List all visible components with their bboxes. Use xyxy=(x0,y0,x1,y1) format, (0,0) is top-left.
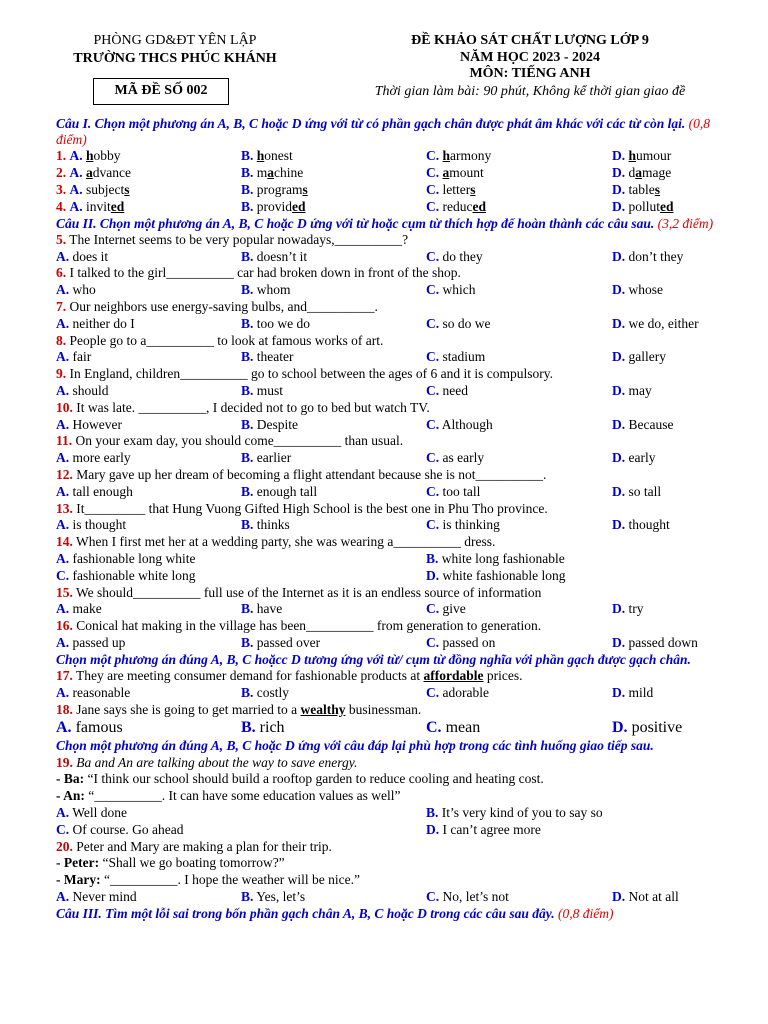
option-b[interactable]: enough tall xyxy=(256,483,318,499)
option-b[interactable]: whom xyxy=(256,282,291,298)
question-number: 2. xyxy=(56,165,67,181)
option-c[interactable]: amount xyxy=(442,165,484,181)
underlined-part: ed xyxy=(660,198,674,214)
option-a[interactable]: tall enough xyxy=(72,483,133,499)
option-letter: B. xyxy=(241,483,254,499)
option-letter: D. xyxy=(612,483,626,499)
question-text: Our neighbors use energy-saving bulbs, and__________. xyxy=(69,298,378,314)
option-a[interactable]: Never mind xyxy=(72,888,137,904)
option-d[interactable]: humour xyxy=(628,148,672,164)
question-text: Peter and Mary are making a plan for their trip. xyxy=(76,838,332,854)
option-c[interactable]: No, let’s not xyxy=(442,888,509,904)
option-letter: B. xyxy=(241,349,254,365)
option-letter: A. xyxy=(56,349,70,365)
underlined-part: ed xyxy=(472,198,486,214)
option-letter: B. xyxy=(241,888,254,904)
question-text: It_________ that Hung Vuong Gifted High School is the best one in Phu Tho province. xyxy=(76,500,548,516)
question-14-options-row1 xyxy=(56,551,716,568)
option-c[interactable]: need xyxy=(442,382,468,398)
option-c[interactable]: fashionable white long xyxy=(72,567,196,583)
exam-code-box: MÃ ĐỀ SỐ 002 xyxy=(93,78,229,105)
option-letter: D. xyxy=(612,165,626,181)
exam-content xyxy=(56,116,716,922)
question-number: 7. xyxy=(56,298,67,314)
exam-header xyxy=(0,0,768,110)
option-c[interactable]: so do we xyxy=(442,315,491,331)
option-letter: D. xyxy=(612,634,626,650)
question-6-stem xyxy=(56,265,716,282)
underlined-part: h xyxy=(628,148,637,164)
question-text: We should__________ full use of the Internet as it is an endless source of information xyxy=(76,584,542,600)
option-letter: A. xyxy=(56,416,70,432)
option-d[interactable]: may xyxy=(628,382,652,398)
option-letter: D. xyxy=(612,248,626,264)
option-a[interactable]: hobby xyxy=(86,148,121,164)
option-a[interactable]: invited xyxy=(86,198,125,214)
option-letter: B. xyxy=(241,517,254,533)
option-letter: C. xyxy=(426,684,440,700)
underlined-part: a xyxy=(442,165,450,181)
section-1-points: (0,8 điểm) xyxy=(56,116,710,148)
option-letter: A. xyxy=(56,804,70,820)
option-letter: D. xyxy=(612,450,626,466)
option-a[interactable]: reasonable xyxy=(72,684,131,700)
question-5-stem xyxy=(56,232,716,249)
question-text: Conical hat making in the village has been__________ from generation to generation. xyxy=(76,618,542,634)
option-letter: B. xyxy=(241,282,254,298)
option-a[interactable]: However xyxy=(72,416,122,432)
question-number: 14. xyxy=(56,534,73,550)
option-letter: D. xyxy=(426,821,440,837)
option-a[interactable]: is thought xyxy=(72,517,127,533)
option-c[interactable]: passed on xyxy=(442,634,496,650)
underlined-part: s xyxy=(302,182,308,197)
question-text: Ba and An are talking about the way to save energy. xyxy=(76,754,358,770)
underlined-part: h xyxy=(86,148,94,164)
question-8-stem xyxy=(56,333,716,350)
option-b[interactable]: machine xyxy=(256,165,304,181)
option-d[interactable]: Because xyxy=(628,416,674,432)
option-b[interactable]: honest xyxy=(256,148,293,164)
option-letter: C. xyxy=(426,450,440,466)
option-a[interactable]: does it xyxy=(72,248,109,264)
question-10-options xyxy=(56,417,716,434)
option-b[interactable]: must xyxy=(256,382,284,398)
option-letter: B. xyxy=(426,550,439,566)
section-synonym-text: Chọn một phương án đúng A, B, C hoặcc D tương ứng với từ/ cụm từ đồng nghĩa với phần gạch được gạch chân. xyxy=(56,651,691,667)
option-a[interactable]: make xyxy=(72,601,102,617)
question-20-options xyxy=(56,889,716,906)
option-letter: A. xyxy=(56,450,70,466)
underlined-word: affordable xyxy=(423,667,484,683)
section-2-text: Câu II. Chọn một phương án A, B, C hoặc D ứng với từ hoặc cụm từ thích hợp để hoàn thành các câu sau. xyxy=(56,215,655,231)
option-letter: A. xyxy=(56,282,70,298)
option-letter: D. xyxy=(612,684,626,700)
question-number: 1. xyxy=(56,148,67,164)
option-c[interactable]: letters xyxy=(442,182,476,197)
option-b[interactable]: programs xyxy=(256,182,308,197)
option-letter: C. xyxy=(426,148,440,164)
option-a[interactable]: more early xyxy=(72,450,131,466)
question-5-options xyxy=(56,249,716,266)
question-20-mary-line xyxy=(56,872,716,889)
option-letter: A. xyxy=(56,888,70,904)
speaker-label: - Peter: xyxy=(56,855,100,871)
option-letter: B. xyxy=(241,382,254,398)
option-b[interactable]: costly xyxy=(256,684,290,700)
question-number: 20. xyxy=(56,838,73,854)
question-3-options xyxy=(56,182,716,199)
option-letter: D. xyxy=(612,182,626,197)
question-14-options-row2 xyxy=(56,568,716,585)
option-a[interactable]: fashionable long white xyxy=(72,550,196,566)
option-letter: B. xyxy=(241,315,254,331)
question-19-options-row1 xyxy=(56,805,716,822)
underlined-part: h xyxy=(442,148,451,164)
option-c[interactable]: harmony xyxy=(442,148,492,164)
question-11-options xyxy=(56,450,716,467)
question-13-stem xyxy=(56,501,716,518)
option-d[interactable]: damage xyxy=(628,165,672,181)
question-text: Mary gave up her dream of becoming a flight attendant because she is not__________. xyxy=(76,466,547,482)
section-dialogue-instruction xyxy=(56,738,716,754)
option-letter: A. xyxy=(56,382,70,398)
option-c[interactable]: reduced xyxy=(442,198,486,214)
question-text: It was late. __________, I decided not to go to bed but watch TV. xyxy=(76,399,430,415)
option-letter: C. xyxy=(426,282,440,298)
option-d[interactable]: Not at all xyxy=(628,888,679,904)
option-d[interactable]: so tall xyxy=(628,483,662,499)
option-letter: D. xyxy=(612,601,626,617)
question-number: 15. xyxy=(56,584,73,600)
option-d[interactable]: mild xyxy=(628,684,654,700)
option-letter: A. xyxy=(56,248,70,264)
section-2-instruction xyxy=(56,216,716,232)
option-c[interactable]: do they xyxy=(442,248,483,264)
option-letter: A. xyxy=(56,550,70,566)
option-letter: A. xyxy=(69,148,83,164)
speaker-label: - Ba: xyxy=(56,771,85,787)
option-a[interactable]: neither do I xyxy=(72,315,135,331)
question-number: 16. xyxy=(56,618,73,634)
question-14-stem xyxy=(56,534,716,551)
option-d[interactable]: passed down xyxy=(628,634,698,650)
option-c[interactable]: Of course. Go ahead xyxy=(72,821,184,837)
question-8-options xyxy=(56,349,716,366)
option-a[interactable]: subjects xyxy=(86,182,130,197)
option-letter: A. xyxy=(69,165,83,181)
option-a[interactable]: famous xyxy=(75,719,123,737)
option-b[interactable]: Yes, let’s xyxy=(256,888,306,904)
question-18-stem: 18. Jane says she is going to get married to a wealthy businessman. xyxy=(56,701,422,717)
option-b[interactable]: white long fashionable xyxy=(441,550,565,566)
section-3-text: Câu III. Tìm một lỗi sai trong bốn phần gạch chân A, B, C hoặc D trong các câu sau đây. xyxy=(56,905,555,921)
speaker-label: - Mary: xyxy=(56,872,101,888)
department-name: PHÒNG GD&ĐT YÊN LẬP xyxy=(93,33,257,48)
option-b[interactable]: It’s very kind of you to say so xyxy=(441,804,603,820)
underlined-part: ed xyxy=(292,198,306,214)
option-letter: B. xyxy=(241,450,254,466)
option-letter: C. xyxy=(426,165,440,181)
speaker-text: “Shall we go boating tomorrow?” xyxy=(102,855,285,871)
option-a[interactable]: advance xyxy=(86,165,131,181)
option-c[interactable]: adorable xyxy=(442,684,489,700)
option-letter: B. xyxy=(241,684,254,700)
underlined-part: a xyxy=(635,165,642,181)
option-a[interactable]: who xyxy=(72,282,96,298)
option-c[interactable]: is thinking xyxy=(442,517,500,533)
option-letter: B. xyxy=(241,719,256,737)
question-number: 6. xyxy=(56,265,67,281)
underlined-part: a xyxy=(86,165,93,181)
option-a[interactable]: Well done xyxy=(72,804,128,820)
time-note: Thời gian làm bài: 90 phút, Không kể thời gian giao đề xyxy=(374,84,686,99)
question-17-stem: 17. They are meeting consumer demand for fashionable products at affordable prices. xyxy=(56,667,523,683)
option-letter: D. xyxy=(612,416,626,432)
option-b[interactable]: too we do xyxy=(256,315,311,331)
question-text: In England, children__________ go to school between the ages of 6 and it is compulsory. xyxy=(69,366,554,382)
option-b[interactable]: doesn’t it xyxy=(256,248,308,264)
question-text: On your exam day, you should come__________ than usual. xyxy=(75,433,404,449)
option-letter: C. xyxy=(426,601,440,617)
option-letter: C. xyxy=(426,349,440,365)
option-d[interactable]: I can’t agree more xyxy=(442,821,541,837)
question-number: 10. xyxy=(56,399,73,415)
option-letter: C. xyxy=(56,567,70,583)
question-6-options xyxy=(56,282,716,299)
option-letter: D. xyxy=(612,719,628,737)
question-16-stem xyxy=(56,618,716,635)
school-year: NĂM HỌC 2023 - 2024 xyxy=(460,50,600,65)
section-dialogue-text: Chọn một phương án đúng A, B, C hoặc D ứng với câu đáp lại phù hợp trong các tình huống giao tiếp sau. xyxy=(56,738,654,754)
question-number: 17. xyxy=(56,667,73,683)
question-text: When I first met her at a wedding party, she was wearing a__________ dress. xyxy=(76,534,496,550)
section-1-text: Câu I. Chọn một phương án A, B, C hoặc D ứng với từ có phần gạch chân được phát âm khác với các từ còn lại. xyxy=(56,116,686,131)
section-3-points: (0,8 điểm) xyxy=(557,905,614,921)
question-7-options xyxy=(56,316,716,333)
option-d[interactable]: try xyxy=(628,601,644,617)
question-number: 11. xyxy=(56,433,73,449)
underlined-part: ed xyxy=(110,198,125,214)
option-letter: C. xyxy=(426,634,440,650)
question-number: 13. xyxy=(56,500,73,516)
option-letter: B. xyxy=(241,182,254,197)
option-d[interactable]: don’t they xyxy=(628,248,684,264)
question-2-options xyxy=(56,165,716,182)
option-a[interactable]: fair xyxy=(72,349,92,365)
option-letter: A. xyxy=(56,517,70,533)
option-c[interactable]: give xyxy=(442,601,466,617)
section-3-instruction xyxy=(56,906,716,922)
option-letter: A. xyxy=(56,483,70,499)
question-18-options xyxy=(56,718,716,738)
school-name: TRƯỜNG THCS PHÚC KHÁNH xyxy=(73,51,277,66)
question-number: 5. xyxy=(56,231,67,247)
question-number: 19. xyxy=(56,754,73,770)
option-c[interactable]: stadium xyxy=(442,349,486,365)
question-12-options xyxy=(56,484,716,501)
question-16-options xyxy=(56,635,716,652)
option-letter: A. xyxy=(56,601,70,617)
option-letter: B. xyxy=(241,198,254,214)
exam-title: ĐỀ KHẢO SÁT CHẤT LƯỢNG LỚP 9 xyxy=(411,33,649,48)
option-b[interactable]: rich xyxy=(259,719,285,737)
option-letter: D. xyxy=(612,888,626,904)
question-11-stem xyxy=(56,433,716,450)
underlined-part: a xyxy=(267,165,275,181)
question-15-stem xyxy=(56,585,716,602)
option-d[interactable]: tables xyxy=(628,182,661,197)
option-letter: B. xyxy=(241,416,254,432)
question-12-stem xyxy=(56,467,716,484)
option-c[interactable]: Although xyxy=(441,416,493,432)
option-d[interactable]: polluted xyxy=(628,198,674,214)
option-letter: A. xyxy=(69,182,83,197)
option-b[interactable]: have xyxy=(256,601,283,617)
question-number: 4. xyxy=(56,198,67,214)
option-d[interactable]: gallery xyxy=(628,349,666,365)
option-c[interactable]: which xyxy=(442,282,476,298)
underlined-part: s xyxy=(470,182,476,197)
option-letter: B. xyxy=(241,601,254,617)
question-10-stem xyxy=(56,400,716,417)
question-19-options-row2 xyxy=(56,822,716,839)
option-letter: C. xyxy=(426,719,442,737)
question-number: 9. xyxy=(56,366,67,382)
speaker-label: - An: xyxy=(56,788,85,804)
underlined-part: h xyxy=(256,148,265,164)
option-a[interactable]: should xyxy=(72,382,109,398)
question-number: 3. xyxy=(56,182,67,197)
option-letter: C. xyxy=(426,315,440,331)
question-7-stem xyxy=(56,299,716,316)
option-letter: C. xyxy=(426,888,440,904)
question-17-options xyxy=(56,685,716,702)
option-b[interactable]: provided xyxy=(256,198,306,214)
option-letter: A. xyxy=(56,684,70,700)
question-9-stem xyxy=(56,366,716,383)
option-letter: A. xyxy=(56,634,70,650)
option-b[interactable]: theater xyxy=(256,349,294,365)
question-number: 8. xyxy=(56,332,67,348)
question-4-options xyxy=(56,199,716,216)
option-b[interactable]: earlier xyxy=(256,450,292,466)
option-c[interactable]: as early xyxy=(442,450,485,466)
question-19-an-line xyxy=(56,788,716,805)
question-text: The Internet seems to be very popular nowadays,__________? xyxy=(69,231,409,247)
option-letter: D. xyxy=(612,349,626,365)
option-letter: D. xyxy=(426,567,440,583)
option-letter: B. xyxy=(426,804,439,820)
question-text: People go to a__________ to look at famous works of art. xyxy=(69,332,384,348)
option-a[interactable]: passed up xyxy=(72,634,126,650)
speaker-text: “I think our school should build a rooftop garden to reduce cooling and heating cost. xyxy=(87,771,544,787)
question-19-intro xyxy=(56,755,716,772)
option-letter: B. xyxy=(241,165,254,181)
option-letter: D. xyxy=(612,517,626,533)
option-letter: B. xyxy=(241,634,254,650)
option-letter: B. xyxy=(241,248,254,264)
option-letter: D. xyxy=(612,282,626,298)
option-d[interactable]: whose xyxy=(628,282,663,298)
option-letter: D. xyxy=(612,315,626,331)
option-letter: A. xyxy=(56,719,72,737)
option-d[interactable]: we do, either xyxy=(628,315,699,331)
question-15-options xyxy=(56,601,716,618)
option-letter: A. xyxy=(56,315,70,331)
option-d[interactable]: positive xyxy=(631,719,683,737)
option-letter: C. xyxy=(426,182,440,197)
option-letter: C. xyxy=(426,248,440,264)
section-1-instruction xyxy=(56,116,716,148)
option-letter: D. xyxy=(612,382,626,398)
question-number: 12. xyxy=(56,466,73,482)
question-text: I talked to the girl__________ car had broken down in front of the shop. xyxy=(69,265,461,281)
option-d[interactable]: white fashionable long xyxy=(442,567,566,583)
option-letter: D. xyxy=(612,198,626,214)
subject-title: MÔN: TIẾNG ANH xyxy=(469,66,591,81)
option-letter: B. xyxy=(241,148,254,164)
question-19-ba-line xyxy=(56,771,716,788)
underlined-part: s xyxy=(124,182,130,197)
question-9-options xyxy=(56,383,716,400)
option-c[interactable]: mean xyxy=(445,719,481,737)
question-1-options xyxy=(56,148,716,165)
option-letter: A. xyxy=(69,198,83,214)
option-letter: C. xyxy=(426,416,440,432)
option-b[interactable]: passed over xyxy=(256,634,321,650)
section-2-points: (3,2 điểm) xyxy=(657,215,714,231)
option-letter: D. xyxy=(612,148,626,164)
option-c[interactable]: too tall xyxy=(442,483,481,499)
question-number: 18. xyxy=(56,701,73,717)
option-d[interactable]: thought xyxy=(628,517,670,533)
option-letter: C. xyxy=(426,382,440,398)
question-20-intro xyxy=(56,839,716,856)
option-b[interactable]: thinks xyxy=(256,517,290,533)
underlined-word: wealthy xyxy=(300,701,346,717)
question-13-options xyxy=(56,517,716,534)
option-letter: C. xyxy=(426,483,440,499)
option-letter: C. xyxy=(426,198,440,214)
speaker-text: “__________. It can have some education values as well” xyxy=(88,788,401,804)
question-20-peter-line xyxy=(56,855,716,872)
option-d[interactable]: early xyxy=(628,450,656,466)
option-b[interactable]: Despite xyxy=(256,416,299,432)
option-letter: C. xyxy=(426,517,440,533)
speaker-text: “__________. I hope the weather will be nice.” xyxy=(103,872,361,888)
underlined-part: s xyxy=(654,182,661,197)
option-letter: C. xyxy=(56,821,70,837)
section-synonym-instruction xyxy=(56,652,716,668)
